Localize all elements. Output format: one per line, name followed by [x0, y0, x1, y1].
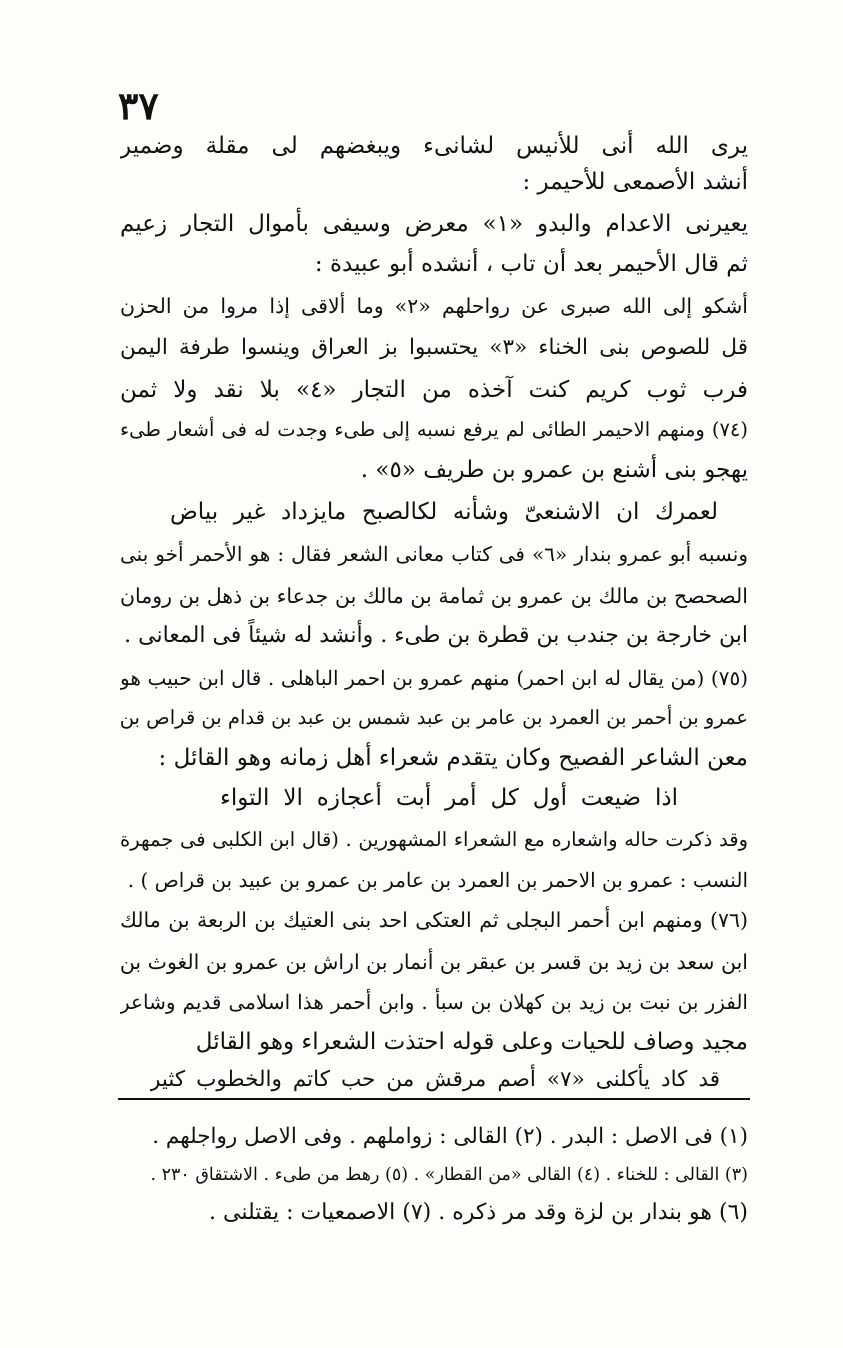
footnote-line: (٦) هو بندار بن لزة وقد مر ذكره . (٧) الاصمعيات : يقتلنى . [209, 1200, 748, 1225]
text-line: وقد ذكرت حاله واشعاره مع الشعراء المشهورين . (قال ابن الكلبى فى جمهرة [120, 828, 748, 851]
text-line: أنشد الأصمعى للأحيمر : [522, 169, 748, 195]
footnote-line: (٣) القالى : للخناء . (٤) القالى «من القطار» . (٥) رهط من طىء . الاشتقاق ٢٣٠ . [150, 1165, 748, 1185]
footnote-divider [118, 1098, 750, 1100]
text-line: الصحصح بن مالك بن عمرو بن ثمامة بن مالك بن جدعاء بن ذهل بن رومان [120, 584, 748, 608]
text-line: مجيد وصاف للحيات وعلى قوله احتذت الشعراء وهو القائل [195, 1029, 748, 1055]
text-line: ابن خارجة بن جندب بن قطرة بن طىء . وأنشد له شيئاً فى المعانى . [124, 623, 748, 648]
verse-line: يرى الله أنى للأنيس لشانىء ويبغضهم لى مقلة وضمير [120, 133, 748, 159]
page-number: ٣٧ [118, 83, 159, 128]
text-line: ونسبه أبو عمرو بندار «٦» فى كتاب معانى الشعر فقال : هو الأحمر أخو بنى [120, 542, 748, 566]
verse-line: فرب ثوب كريم كنت آخذه من التجار «٤» بلا نقد ولا ثمن [120, 377, 748, 403]
verse-line: لعمرك ان الاشنعىّ وشأنه لكالصبح مايزداد غير بياض [170, 499, 718, 525]
verse-line: يعيرنى الاعدام والبدو «١» معرض وسيفى بأموال التجار زعيم [120, 211, 748, 237]
text-line: ابن سعد بن زيد بن قسر بن عبقر بن أنمار بن اراش بن عمرو بن الغوث بن [120, 950, 748, 974]
verse-line: أشكو إلى الله صبرى عن رواحلهم «٢» وما ألاقى إذا مروا من الحزن [120, 294, 748, 318]
text-line: معن الشاعر الفصيح وكان يتقدم شعراء أهل زمانه وهو القائل : [158, 745, 748, 771]
text-line: يهجو بنى أشنع بن عمرو بن طريف «٥» . [360, 457, 748, 483]
verse-line: قد كاد يأكلنى «٧» أصم مرقش من حب كاتم والخطوب كثير [150, 1067, 720, 1092]
footnote-line: (١) فى الاصل : البدر . (٢) القالى : زواملهم . وفى الاصل رواجلهم . [152, 1124, 748, 1149]
text-line: (٧٥) (من يقال له ابن احمر) منهم عمرو بن احمر الباهلى . قال ابن حبيب هو [120, 666, 748, 690]
text-line: عمرو بن أحمر بن العمرد بن عامر بن عبد شمس بن عبد بن قدام بن قراص بن [120, 706, 748, 729]
text-line: النسب : عمرو بن الاحمر بن العمرد بن عامر بن عمرو بن عبيد بن قراص ) . [127, 868, 748, 892]
text-line: ثم قال الأحيمر بعد أن تاب ، أنشده أبو عبيدة : [314, 251, 748, 277]
text-line: (٧٦) ومنهم ابن أحمر البجلى ثم العتكى احد بنى العتيك بن الربعة بن مالك [120, 908, 748, 932]
verse-line: قل للصوص بنى الخناء «٣» يحتسبوا بز العراق وينسوا طرفة اليمن [120, 335, 748, 360]
text-line: الفزر بن نبت بن زيد بن كهلان بن سبأ . وابن أحمر هذا اسلامى قديم وشاعر [120, 990, 748, 1014]
verse-line: اذا ضيعت أول كل أمر أبت أعجازه الا التواء [220, 785, 678, 811]
text-line: (٧٤) ومنهم الاحيمر الطائى لم يرفع نسبه إلى طىء وجدت له فى أشعار طىء [120, 418, 748, 441]
